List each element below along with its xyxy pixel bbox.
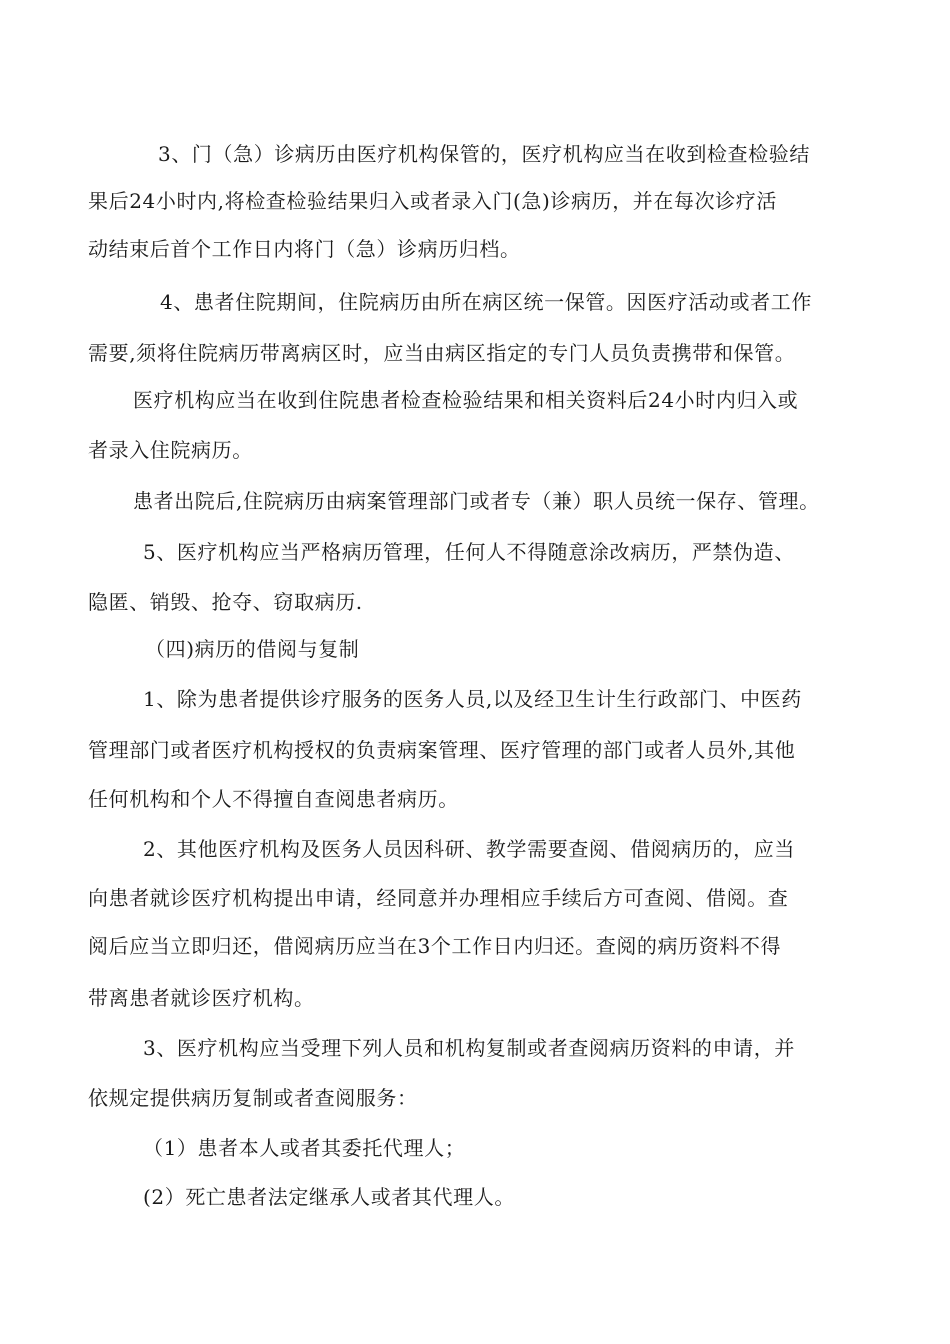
text-line: 果后24小时内,将检查检验结果归入或者录入门(急)诊病历，并在每次诊疗活 (88, 189, 778, 213)
text-line: 阅后应当立即归还，借阅病历应当在3个工作日内归还。查阅的病历资料不得 (88, 934, 782, 958)
list-item: （1）患者本人或者其委托代理人； (143, 1136, 466, 1160)
text-line: 2、其他医疗机构及医务人员因科研、教学需要查阅、借阅病历的，应当 (143, 837, 795, 861)
text-line: 3、医疗机构应当受理下列人员和机构复制或者查阅病历资料的申请，并 (143, 1036, 795, 1060)
text-line: 5、医疗机构应当严格病历管理，任何人不得随意涂改病历，严禁伪造、 (143, 540, 795, 564)
section-heading: （四)病历的借阅与复制 (145, 637, 360, 661)
text-line: 依规定提供病历复制或者查阅服务： (88, 1086, 418, 1110)
text-line: 向患者就诊医疗机构提出申请，经同意并办理相应手续后方可查阅、借阅。查 (88, 886, 789, 910)
text-line: 隐匿、销毁、抢夺、窃取病历. (88, 590, 363, 614)
text-line: 带离患者就诊医疗机构。 (88, 986, 315, 1010)
text-line: 3、门（急）诊病历由医疗机构保管的，医疗机构应当在收到检查检验结 (158, 142, 810, 166)
text-line: 4、患者住院期间，住院病历由所在病区统一保管。因医疗活动或者工作 (160, 290, 812, 314)
text-line: 1、除为患者提供诊疗服务的医务人员,以及经卫生计生行政部门、中医药 (143, 687, 802, 711)
text-line: 患者出院后,住院病历由病案管理部门或者专（兼）职人员统一保存、管理。 (133, 489, 820, 513)
text-line: 者录入住院病历。 (88, 438, 253, 462)
text-line: 任何机构和个人不得擅自查阅患者病历。 (88, 787, 459, 811)
text-line: 需要,须将住院病历带离病区时，应当由病区指定的专门人员负责携带和保管。 (88, 341, 796, 365)
text-line: 医疗机构应当在收到住院患者检查检验结果和相关资料后24小时内归入或 (133, 388, 799, 412)
list-item: (2）死亡患者法定继承人或者其代理人。 (143, 1185, 515, 1209)
text-line: 动结束后首个工作日内将门（急）诊病历归档。 (88, 237, 521, 261)
text-line: 管理部门或者医疗机构授权的负责病案管理、医疗管理的部门或者人员外,其他 (88, 738, 796, 762)
